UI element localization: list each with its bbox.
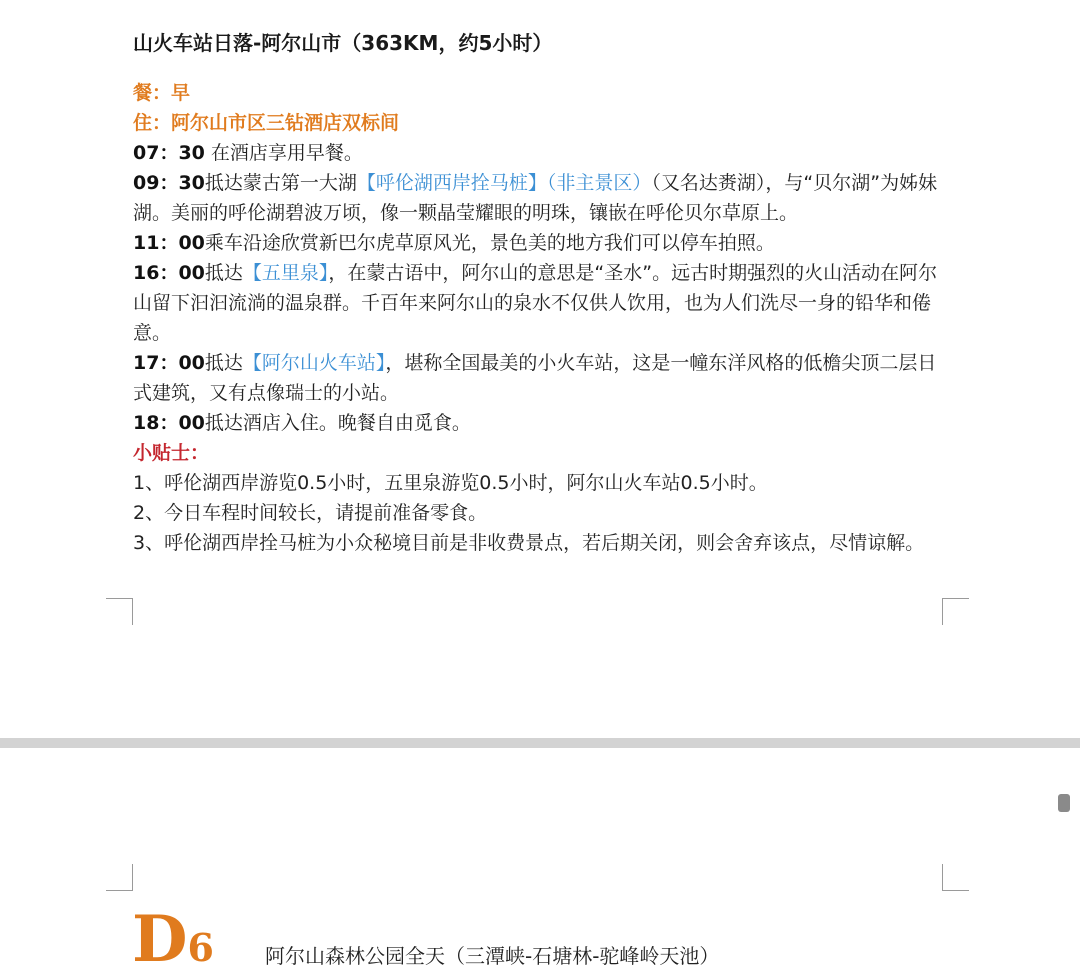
day-badge-number: 6: [187, 925, 214, 970]
itinerary-text: 在酒店享用早餐。: [204, 142, 363, 164]
tip-item: 2、今日车程时间较长，请提前准备零食。: [133, 502, 488, 524]
itinerary-text: 抵达: [204, 352, 243, 374]
itinerary-time: 17：00: [133, 352, 205, 374]
itinerary-item: [133, 228, 945, 258]
tips-list: [133, 468, 945, 558]
itinerary-time: 18：00: [133, 412, 205, 434]
page-corner-mark: [106, 598, 133, 625]
tip-item: 3、呼伦湖西岸拴马桩为小众秘境目前是非收费景点，若后期关闭，则会舍弃该点，尽情谅解。: [133, 532, 925, 554]
itinerary-item: [133, 348, 945, 408]
attraction-link[interactable]: 【五里泉】: [242, 262, 329, 284]
itinerary-item: [133, 138, 945, 168]
itinerary-item: [133, 408, 945, 438]
itinerary-time: 07：30: [133, 142, 205, 164]
itinerary-text: 抵达酒店入住。晚餐自由觅食。: [204, 412, 471, 434]
day-badge-letter: D: [132, 902, 188, 977]
tip-item: 1、呼伦湖西岸游览0.5小时，五里泉游览0.5小时，阿尔山火车站0.5小时。: [133, 472, 768, 494]
itinerary-text: 抵达蒙古第一大湖: [204, 172, 357, 194]
itinerary-time: 11：00: [133, 232, 205, 254]
itinerary-time: 16：00: [133, 262, 205, 284]
itinerary-text: ，堪称全国最美的小火车站，这是一幢东洋风格的低檐尖顶二层日式建筑，又有点像瑞士的小站。: [133, 352, 937, 404]
itinerary-text: （又名达赉湖），与“贝尔湖”为姊妹湖。美丽的呼伦湖碧波万顷，像一颗晶莹耀眼的明珠，镶嵌在呼伦贝尔草原上。: [133, 172, 938, 224]
day-title: 山火车站日落-阿尔山市（363KM，约5小时）: [133, 31, 553, 55]
stay-info: 住：阿尔山市区三钻酒店双标间: [133, 112, 400, 134]
itinerary-time: 09：30: [133, 172, 205, 194]
attraction-link[interactable]: 【呼伦湖西岸拴马桩】（非主景区）: [356, 172, 652, 194]
day-itinerary: [133, 8, 945, 558]
scrollbar-thumb[interactable]: [1058, 794, 1070, 812]
meal-info: 餐：早: [133, 82, 191, 104]
itinerary-text: ，在蒙古语中，阿尔山的意思是“圣水”。远古时期强烈的火山活动在阿尔山留下汩汩流淌的温泉群。千百年来阿尔山的泉水不仅供人饮用，也为人们洗尽一身的铅华和倦意。: [133, 262, 938, 344]
attraction-link[interactable]: 【阿尔山火车站】: [242, 352, 386, 374]
itinerary-text: 抵达: [204, 262, 243, 284]
page-corner-mark: [942, 598, 969, 625]
itinerary-item: [133, 168, 945, 228]
page-gap: [0, 738, 1080, 748]
page-corner-mark: [106, 864, 133, 891]
itinerary-text: 乘车沿途欣赏新巴尔虎草原风光，景色美的地方我们可以停车拍照。: [204, 232, 775, 254]
itinerary-list: [133, 138, 945, 438]
itinerary-item: [133, 258, 945, 348]
day-badge: [132, 902, 214, 977]
tips-heading: 小贴士：: [133, 442, 210, 464]
next-day-title: 阿尔山森林公园全天（三潭峡-石塘林-驼峰岭天池）: [265, 944, 720, 968]
page-corner-mark: [942, 864, 969, 891]
